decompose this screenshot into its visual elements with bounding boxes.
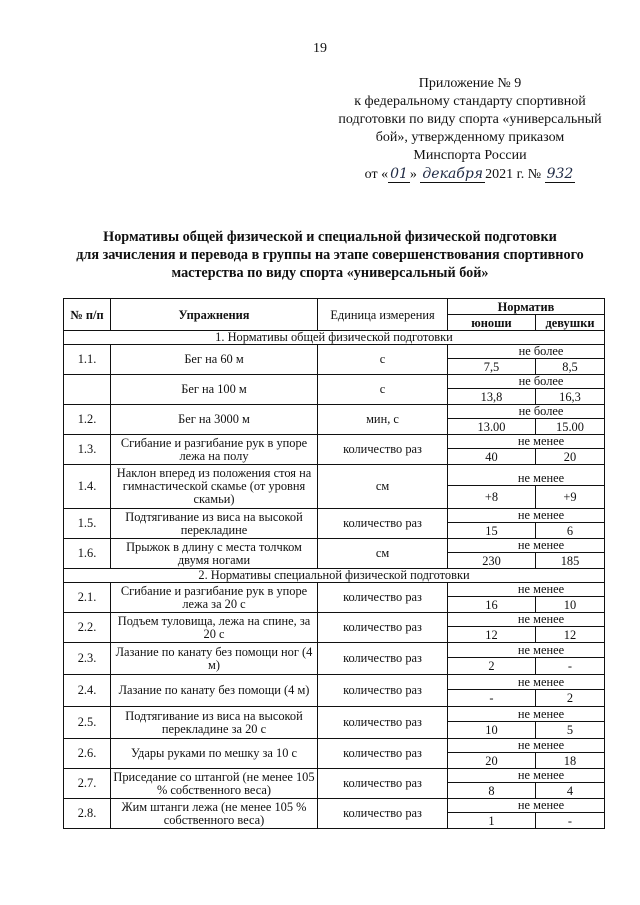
row-girls-value: +9 — [536, 486, 605, 509]
row-exercise: Бег на 3000 м — [111, 405, 318, 435]
row-girls-value: 2 — [536, 690, 605, 707]
row-number: 2.3. — [64, 643, 111, 675]
header-norm: Норматив — [448, 299, 605, 315]
table-row — [64, 675, 605, 690]
row-condition: не более — [448, 345, 605, 359]
row-exercise: Бег на 60 м — [111, 345, 318, 375]
row-condition: не менее — [448, 739, 605, 753]
row-unit: см — [318, 465, 448, 509]
row-girls-value: 12 — [536, 627, 605, 643]
row-exercise: Сгибание и разгибание рук в упоре лежа на полу — [111, 435, 318, 465]
row-number: 2.6. — [64, 739, 111, 769]
row-boys-value: 10 — [448, 722, 536, 739]
appendix-line-1: Приложение № 9 — [418, 76, 522, 91]
row-boys-value: 2 — [448, 658, 536, 675]
row-boys-value: 7,5 — [448, 359, 536, 375]
table-row — [64, 707, 605, 722]
appendix-header — [318, 75, 622, 184]
row-unit: мин, с — [318, 405, 448, 435]
row-exercise: Прыжок в длину с места толчком двумя ногами — [111, 539, 318, 569]
row-boys-value: 230 — [448, 553, 536, 569]
row-condition: не менее — [448, 509, 605, 523]
row-condition: не менее — [448, 769, 605, 783]
row-number: 2.5. — [64, 707, 111, 739]
row-unit: количество раз — [318, 707, 448, 739]
row-boys-value: +8 — [448, 486, 536, 509]
row-unit: количество раз — [318, 509, 448, 539]
row-girls-value: 5 — [536, 722, 605, 739]
row-unit: количество раз — [318, 799, 448, 829]
row-girls-value: 4 — [536, 783, 605, 799]
appendix-line-4: бой», утвержденному приказом — [375, 130, 565, 145]
row-unit: количество раз — [318, 583, 448, 613]
row-boys-value: 1 — [448, 813, 536, 829]
row-girls-value: 8,5 — [536, 359, 605, 375]
row-boys-value: - — [448, 690, 536, 707]
row-boys-value: 15 — [448, 523, 536, 539]
section-title-2: 2. Нормативы специальной физической подготовки — [64, 569, 605, 583]
row-unit: количество раз — [318, 613, 448, 643]
row-exercise: Лазание по канату без помощи ног (4 м) — [111, 643, 318, 675]
document-title — [40, 228, 620, 282]
row-number: 2.8. — [64, 799, 111, 829]
row-exercise: Жим штанги лежа (не менее 105 % собственного веса) — [111, 799, 318, 829]
row-exercise: Подтягивание из виса на высокой перекладине за 20 с — [111, 707, 318, 739]
row-boys-value: 13,8 — [448, 389, 536, 405]
row-condition: не менее — [448, 613, 605, 627]
appendix-line-2: к федеральному стандарту спортивной — [354, 94, 586, 109]
row-exercise: Приседание со штангой (не менее 105 % собственного веса) — [111, 769, 318, 799]
row-condition: не менее — [448, 465, 605, 486]
table-row — [64, 799, 605, 813]
row-girls-value: - — [536, 658, 605, 675]
row-girls-value: 15.00 — [536, 419, 605, 435]
table-row — [64, 509, 605, 523]
row-condition: не менее — [448, 539, 605, 553]
row-unit: количество раз — [318, 643, 448, 675]
section-row-2 — [64, 569, 605, 583]
row-boys-value: 12 — [448, 627, 536, 643]
header-row-1 — [64, 299, 605, 315]
row-unit: количество раз — [318, 435, 448, 465]
row-number: 2.2. — [64, 613, 111, 643]
row-condition: не менее — [448, 799, 605, 813]
norms-table — [63, 298, 605, 829]
row-number: 1.3. — [64, 435, 111, 465]
header-girls: девушки — [536, 315, 605, 331]
header-unit: Единица измерения — [318, 299, 448, 331]
row-unit: с — [318, 345, 448, 375]
row-number: 1.5. — [64, 509, 111, 539]
row-boys-value: 16 — [448, 597, 536, 613]
section-row-1 — [64, 331, 605, 345]
row-condition: не менее — [448, 707, 605, 722]
appendix-line-5: Минспорта России — [413, 148, 527, 163]
row-condition: не более — [448, 405, 605, 419]
row-unit: с — [318, 375, 448, 405]
table-row — [64, 583, 605, 597]
row-exercise: Подтягивание из виса на высокой перекладине — [111, 509, 318, 539]
order-date-line — [318, 165, 622, 184]
row-girls-value: 18 — [536, 753, 605, 769]
row-number: 2.7. — [64, 769, 111, 799]
row-girls-value: 16,3 — [536, 389, 605, 405]
row-exercise: Подъем туловища, лежа на спине, за 20 с — [111, 613, 318, 643]
row-number: 1.6. — [64, 539, 111, 569]
table-row — [64, 539, 605, 553]
row-condition: не менее — [448, 583, 605, 597]
page-number: 19 — [313, 41, 327, 56]
row-number: 1.2. — [64, 405, 111, 435]
row-number: 2.1. — [64, 583, 111, 613]
row-condition: не более — [448, 375, 605, 389]
date-mid: » — [409, 167, 417, 182]
row-exercise: Наклон вперед из положения стоя на гимнастической скамье (от уровня скамьи) — [111, 465, 318, 509]
table-row — [64, 345, 605, 359]
row-unit: см — [318, 539, 448, 569]
row-boys-value: 20 — [448, 753, 536, 769]
row-exercise: Лазание по канату без помощи (4 м) — [111, 675, 318, 707]
table-row — [64, 613, 605, 627]
appendix-line-3: подготовки по виду спорта «универсальный — [338, 112, 602, 127]
row-girls-value: 6 — [536, 523, 605, 539]
row-condition: не менее — [448, 643, 605, 658]
row-boys-value: 13.00 — [448, 419, 536, 435]
table-row — [64, 739, 605, 753]
header-num: № п/п — [64, 299, 111, 331]
row-unit: количество раз — [318, 675, 448, 707]
handwritten-order-number: 932 — [546, 166, 574, 182]
row-boys-value: 40 — [448, 449, 536, 465]
table-row — [64, 435, 605, 449]
section-title-1: 1. Нормативы общей физической подготовки — [64, 331, 605, 345]
table-row — [64, 769, 605, 783]
row-girls-value: - — [536, 813, 605, 829]
row-exercise: Бег на 100 м — [111, 375, 318, 405]
row-girls-value: 10 — [536, 597, 605, 613]
table-row — [64, 375, 605, 389]
row-unit: количество раз — [318, 739, 448, 769]
row-girls-value: 185 — [536, 553, 605, 569]
table-row — [64, 465, 605, 486]
table-row — [64, 643, 605, 658]
row-exercise: Сгибание и разгибание рук в упоре лежа за 20 с — [111, 583, 318, 613]
row-number: 2.4. — [64, 675, 111, 707]
date-year: 2021 г. № — [485, 167, 542, 182]
row-girls-value: 20 — [536, 449, 605, 465]
row-number: 1.1. — [64, 345, 111, 375]
title-line-3: мастерства по виду спорта «универсальный бой» — [171, 265, 489, 281]
row-boys-value: 8 — [448, 783, 536, 799]
row-number — [64, 375, 111, 405]
date-prefix: от « — [364, 167, 389, 182]
header-exercise: Упражнения — [111, 299, 318, 331]
row-number: 1.4. — [64, 465, 111, 509]
row-condition: не менее — [448, 675, 605, 690]
row-unit: количество раз — [318, 769, 448, 799]
table-row — [64, 405, 605, 419]
header-boys: юноши — [448, 315, 536, 331]
title-line-2: для зачисления и перевода в группы на этапе совершенствования спортивного — [76, 247, 584, 263]
handwritten-month: декабря — [422, 166, 484, 182]
title-line-1: Нормативы общей физической и специальной физической подготовки — [103, 229, 557, 245]
row-exercise: Удары руками по мешку за 10 с — [111, 739, 318, 769]
handwritten-day: 01 — [390, 166, 408, 182]
row-condition: не менее — [448, 435, 605, 449]
